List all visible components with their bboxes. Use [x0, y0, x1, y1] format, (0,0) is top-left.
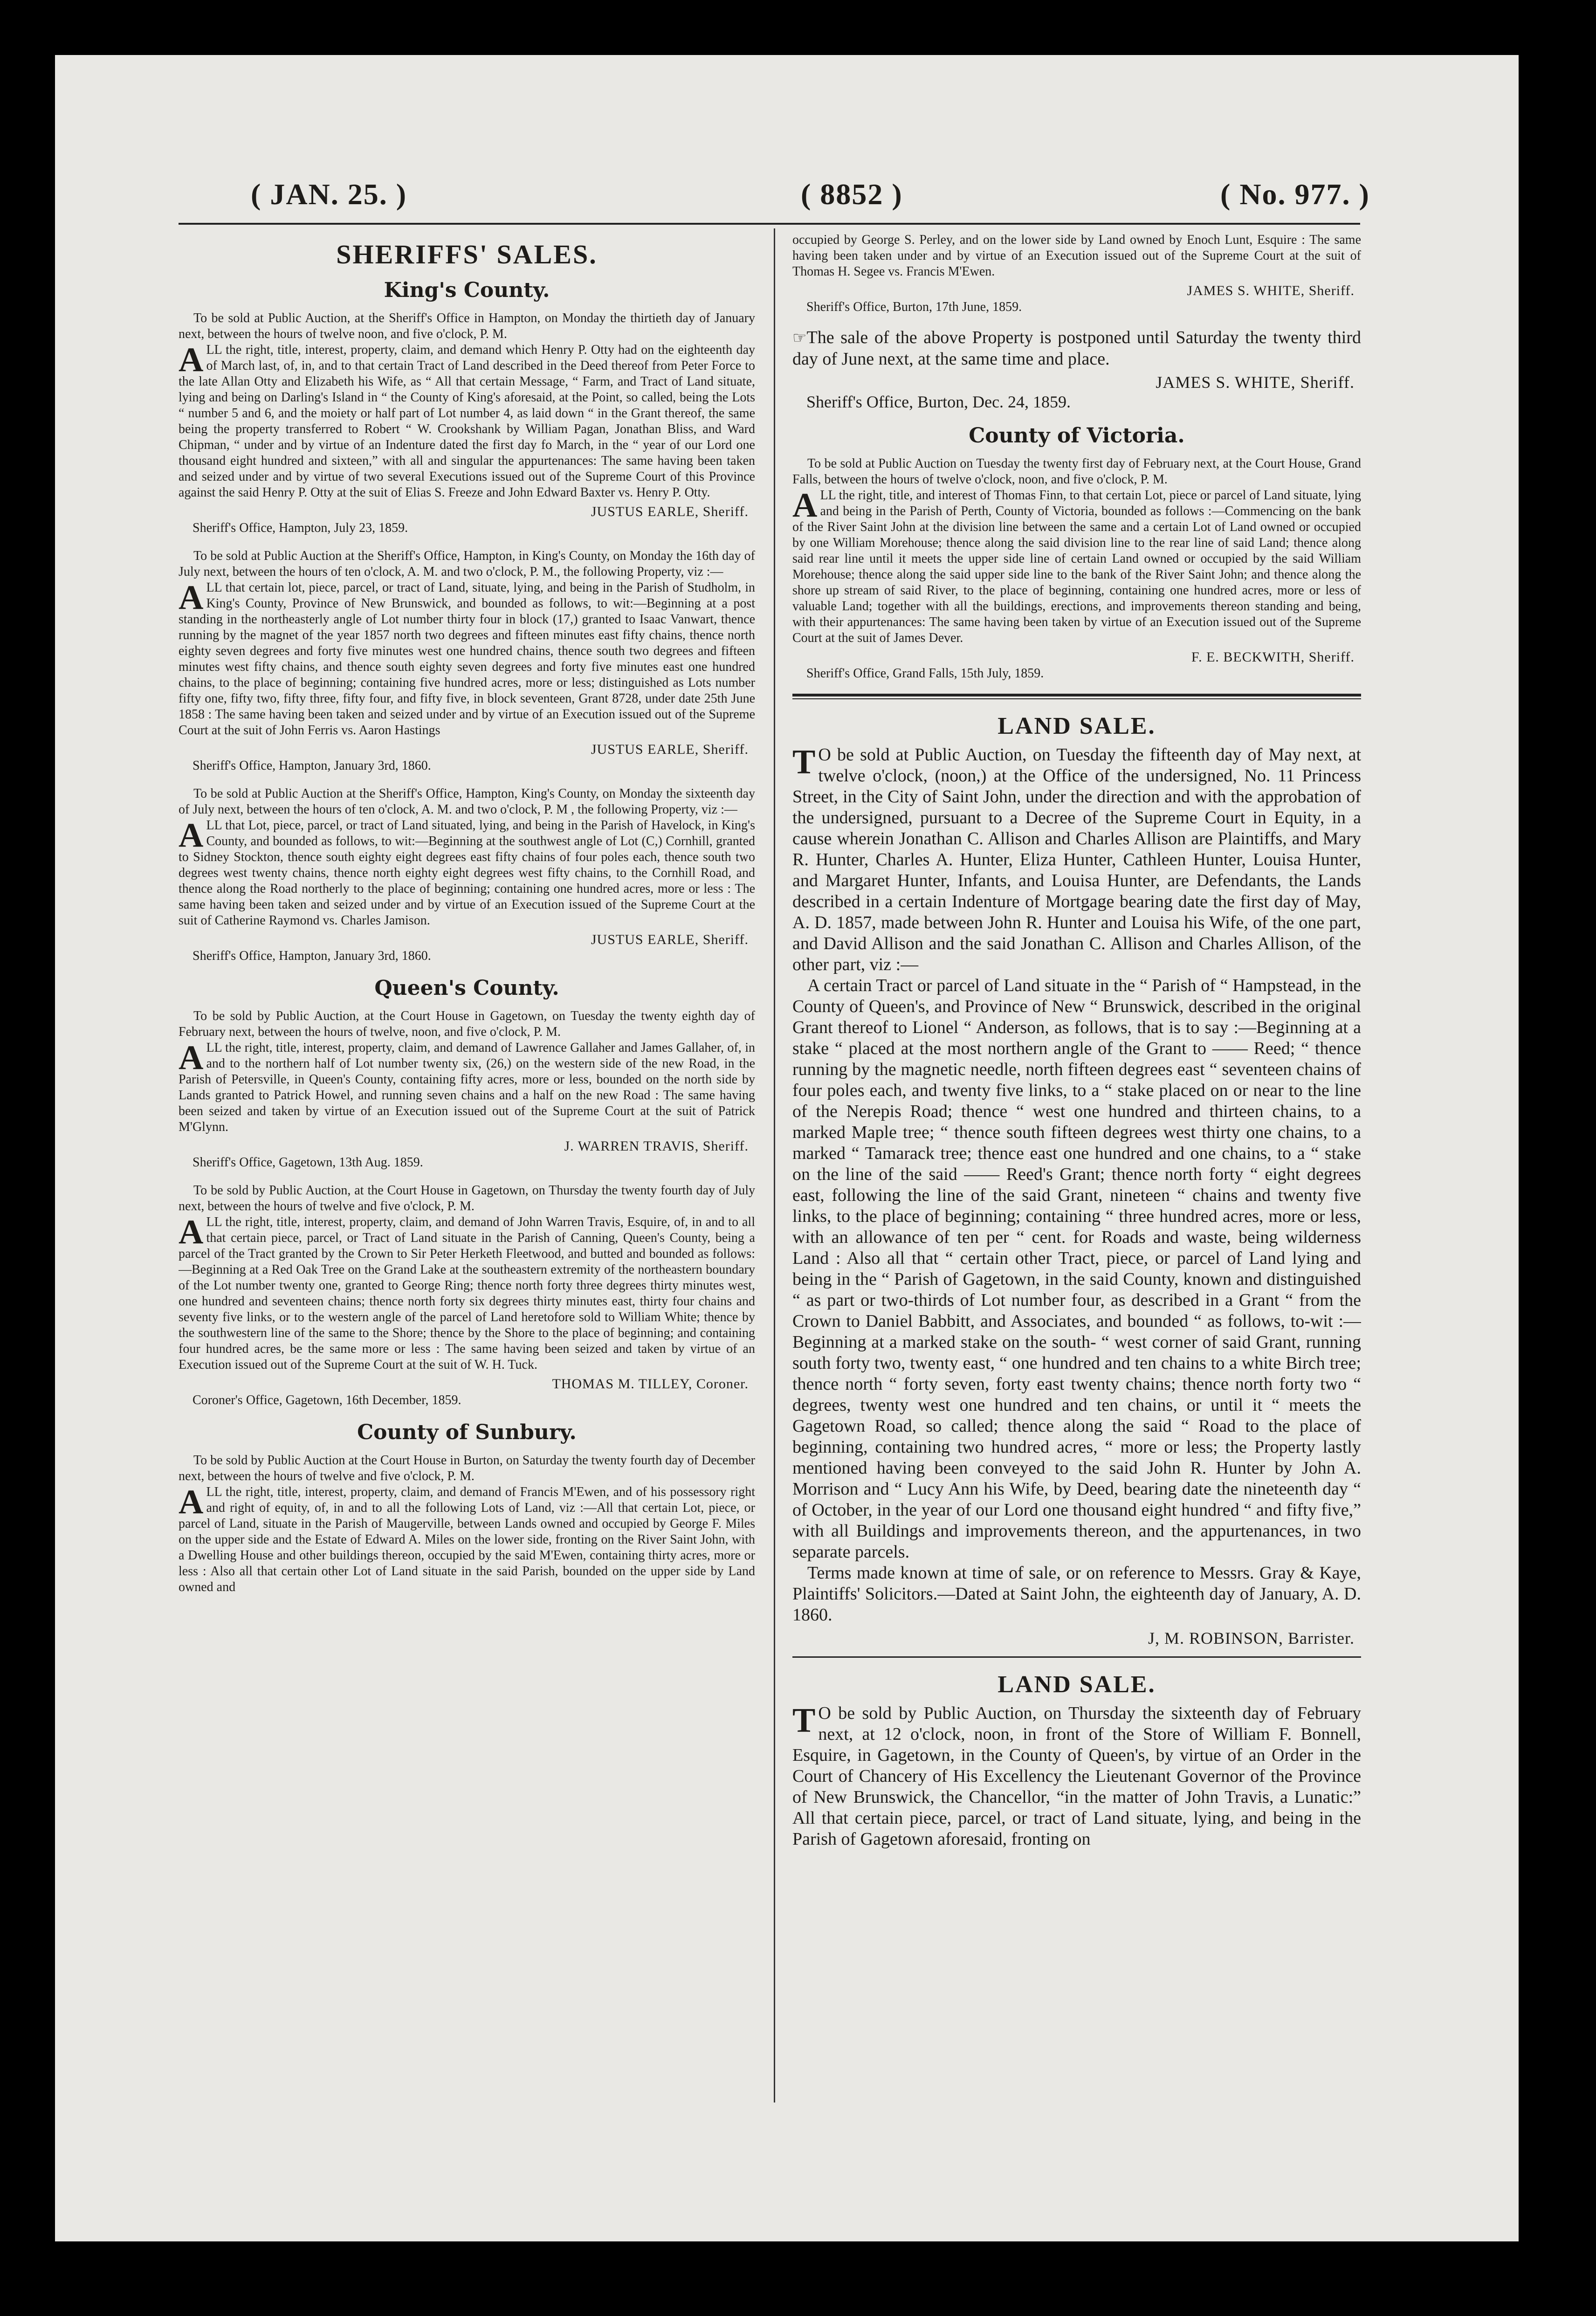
drop-cap: T: [792, 1702, 816, 1740]
drop-cap: A: [179, 1039, 204, 1077]
notice-intro: To be sold at Public Auction at the Sheriff's Office, Hampton, in King's County, on Monday the 16th day of July next, between the hours of ten o'clock, A. M. and two o'clock, P. M., the following Property, viz :—: [179, 549, 755, 579]
notice-text: LL that certain lot, piece, parcel, or tract of Land, situate, lying, and being in the Parish of Studholm, in King's County, Province of New Brunswick, and bounded as follows, to wit:—Beginning at a post standing in the northeasterly angle of Lot number thirty four in block (17,) granted to Isaac Vanwart, thence running by the magnet of the year 1857 north two degrees and fifteen minutes east fifty chains, thence north eighty seven degrees and forty five minutes west one hundred chains, thence south two degrees and fifteen minutes west fifty chains, and thence south eighty seven degrees and forty five minutes east one hundred chains, to the place of beginning; containing five hundred acres, more or less; distinguished as Lots number fifty one, fifty two, fifty three, fifty four, and fifty five, in block seventeen, Grant 8728, under date 25th June 1858 : The same having been taken and seized under and by virtue of an Execution issued out of the Supreme Court at the suit of John Ferris vs. Aaron Hastings: [179, 580, 755, 738]
land-sale-signature: J, M. ROBINSON, Barrister.: [1148, 1629, 1355, 1647]
notice-office: Sheriff's Office, Hampton, July 23, 1859.: [193, 521, 408, 535]
notice-body: [179, 1484, 755, 1595]
drop-cap: A: [179, 1213, 204, 1251]
drop-cap: T: [792, 743, 816, 781]
section-divider: [792, 694, 1361, 699]
notice-office: Sheriff's Office, Burton, 17th June, 1859.: [806, 300, 1022, 314]
left-column: [179, 232, 755, 2097]
notice-text: LL the right, title, interest, property, claim, and demand of John Warren Travis, Esquire, of, in and to all that certain piece, parcel, or Tract of Land situate in the Parish of Canning, Queen's County, being a parcel of the Tract granted by the Crown to Sir Peter Herketh Fleetwood, and butted and bounded as follows:—Beginning at a Red Oak Tree on the Grand Lake at the southeastern extremity of the northeastern boundary of the Lot number twenty one, granted to George Ring; thence north forty three degrees thirty minutes west, one hundred and seventeen chains; thence north forty six degrees thirty minutes east, thirty four chains and seventy five links, or to the western angle of the parcel of Land heretofore sold to William White; thence by the southwestern line of the same to the Shore; thence by the Shore to the place of beginning; and containing four hundred acres, be the same more or less : The same having been seized and taken by virtue of an Execution issued out of the Supreme Court at the suit of W. H. Tuck.: [179, 1215, 755, 1372]
postponement-text: The sale of the above Property is postponed until Saturday the twenty third day of June next, at the same time and place.: [792, 328, 1361, 369]
notice-text: LL the right, title, interest, property, claim, and demand of Lawrence Gallaher and James Gallaher, of, in and to the northern half of Lot number twenty six, (26,) on the western side of the new Road, in the Parish of Petersville, in Queen's County, containing fifty acres, more or less, bounded on the north side by Lands granted to Patrick Howel, and running seven chains and a half on the new Road : The same having been seized and taken by virtue of an Execution issued out of the Supreme Court at the suit of Patrick M'Glynn.: [179, 1041, 755, 1134]
notice-signature: JUSTUS EARLE, Sheriff.: [591, 742, 749, 757]
drop-cap: A: [179, 579, 204, 617]
notice-text: LL the right, title, interest, property, claim, and demand of Francis M'Ewen, and of his possessory right and right of equity, of, in and to all the following Lots of Land, viz :—All that certain Lot, piece, or parcel of Land, situate in the Parish of Maugerville, between Lands owned and occupied by George F. Miles on the upper side and the Estate of Edward A. Miles on the lower side, fronting on the River Saint John, with a Dwelling House and other buildings thereon, occupied by the said M'Ewen, containing thirty acres, more or less : Also all that certain other Lot of Land situate in the said Parish, bounded on the upper side by Land owned and: [179, 1485, 755, 1594]
notice-intro: To be sold at Public Auction on Tuesday the twenty first day of February next, at the Court House, Grand Falls, between the hours of twelve o'clock, noon, and five o'clock, P. M.: [792, 456, 1361, 487]
drop-cap: A: [179, 341, 204, 379]
section-title: SHERIFFS' SALES.: [336, 239, 598, 269]
drop-cap: A: [792, 486, 818, 524]
notice-intro: To be sold at Public Auction at the Sheriff's Office, Hampton, King's County, on Monday the sixteenth day of July next, between the hours of ten o'clock, A. M. and two o'clock, P. M , the following Property, viz :—: [179, 786, 755, 817]
drop-cap: A: [179, 1483, 204, 1521]
notice-office: Sheriff's Office, Hampton, January 3rd, 1860.: [193, 949, 431, 963]
notice-office: Sheriff's Office, Grand Falls, 15th July, 1859.: [806, 666, 1044, 681]
land-sale-title: LAND SALE.: [998, 713, 1156, 739]
notice-text: LL the right, title, and interest of Thomas Finn, to that certain Lot, piece or parcel of Land situate, lying and being in the Parish of Perth, County of Victoria, bounded as follows :—Commencing on the bank of the River Saint John at the division line between the same and a certain Lot of Land owned or occupied by one William Morehouse; thence along the said division line to the rear line of said Land; thence along said rear line until it meets the upper side line of certain Land owned or occupied by the said William Morehouse; thence along the said upper side line to the bank of the River Saint John; and thence along the shore up stream of said River, to the place of beginning, containing one hundred acres, more or less of valuable Land; together with all the buildings, erections, and improvements thereon standing and being, with their appurtenances: The same having been taken by virtue of an Execution issued out of the Supreme Court at the suit of James Dever.: [792, 488, 1361, 645]
notice-text: LL the right, title, interest, property, claim, and demand which Henry P. Otty had on the eighteenth day of March last, of, in, and to that certain Tract of Land described in the Deed thereof from Peter Force to the late Allan Otty and Elizabeth his Wife, as “ All that certain Message, “ Farm, and Tract of Land situate, lying and being on Darling's Island in “ the County of King's aforesaid, at the Point, so called, being the Lots “ number 5 and 6, and the moiety or half part of Lot number 4, as laid down “ in the Grant thereof, the same being the property transferred to Robert “ W. Crookshank by William Pagan, Jonathan Bliss, and Ward Chipman, “ under and by virtue of an Indenture dated the first day fo March, in the “ year of our Lord one thousand eight hundred and sixteen,” with all and singular the appurtenances: The same having been taken and seized under and by virtue of two several Executions issued out of the Supreme Court of this Province against the said Henry P. Otty at the suit of Elias S. Freeze and John Edward Baxter vs. Henry P. Otty.: [179, 343, 755, 500]
notice-signature: F. E. BECKWITH, Sheriff.: [1191, 649, 1355, 665]
land-sale-description: A certain Tract or parcel of Land situate in the “ Parish of “ Hampstead, in the County of Queen's, and Province of New “ Brunswick, described in the original Grant thereof to Lionel “ Anderson, as follows, that is to say :—Beginning at a stake “ placed at the most northern angle of the Grant to —— Reed; “ thence running by the magnetic needle, north fifteen degrees east “ seventeen chains of four poles each, and twenty five links, to a “ stake placed on or near to the line of the Nerepis Road; thence “ west one hundred and thirteen chains, to a marked Maple tree; “ thence south fifteen degrees west thirty one chains, to a marked “ Tamarack tree; thence east one hundred and one chains, to a “ stake on the line of the said —— Reed's Grant; thence north forty “ eight degrees east, following the line of the said Grant, nineteen “ chains and twenty five links, to the place of beginning; containing “ three hundred acres, more or less, with an allowance of ten per “ cent. for Roads and waste, being wilderness Land : Also all that “ certain other Tract, piece, or parcel of Land lying and being in the “ Parish of Gagetown, in the said County, known and distinguished “ as part or two-thirds of Lot number four, as described in a Grant “ from the Crown to Daniel Babbitt, and Associates, and bounded “ as follows, to-wit :—Beginning at a marked stake on the south- “ west corner of said Grant, running south forty two, twenty east, “ one hundred and ten chains to a white Birch tree; thence north “ forty seven, forty east twenty chains; thence north forty two “ degrees, twenty west one hundred and ten chains, or until it “ meets the Gagetown Road, so called; thence along the said “ Road to the place of beginning, containing two hundred acres, “ more or less; the Property lastly mentioned having been conveyed to the said John R. Hunter by John A. Morrison and “ Lucy Ann his Wife, by Deed, bearing date the nineteenth day “ of October, in the year of our Lord one thousand eight hundred “ and fifty five,” with all Buildings and improvements thereon, and the appurtenances, in two separate parcels.: [792, 976, 1361, 1562]
issue-number: ( No. 977. ): [1220, 178, 1370, 211]
land-sale-title: LAND SALE.: [998, 1671, 1156, 1698]
victoria-county-heading: County of Victoria.: [969, 424, 1185, 448]
notice-intro: To be sold by Public Auction at the Court House in Burton, on Saturday the twenty fourth day of December next, between the hours of twelve and five o'clock, P. M.: [179, 1453, 755, 1483]
notice-continuation: occupied by George S. Perley, and on the lower side by Land owned by Enoch Lunt, Esquire : The same having been taken under and by virtue of an Execution issued out of the Supreme Court at the suit of Thomas H. Segee vs. Francis M'Ewen.: [792, 233, 1361, 279]
page-number: ( 8852 ): [801, 178, 903, 211]
notice-body: [792, 488, 1361, 646]
notice-body: [179, 580, 755, 738]
notice-signature: THOMAS M. TILLEY, Coroner.: [552, 1376, 749, 1392]
section-divider: [792, 1656, 1361, 1658]
notice-office: Coroner's Office, Gagetown, 16th December, 1859.: [193, 1393, 461, 1407]
notice-office: Sheriff's Office, Burton, Dec. 24, 1859.: [806, 393, 1071, 411]
notice-intro: To be sold by Public Auction, at the Court House in Gagetown, on Thursday the twenty fourth day of July next, between the hours of twelve and five o'clock, P. M.: [179, 1183, 755, 1213]
land-sale-terms: Terms made known at time of sale, or on reference to Messrs. Gray & Kaye, Plaintiffs' Solicitors.—Dated at Saint John, the eighteenth day of January, A. D. 1860.: [792, 1563, 1361, 1625]
notice-signature: JAMES S. WHITE, Sheriff.: [1156, 373, 1355, 392]
header-rule: [179, 223, 1360, 225]
notice-body: [179, 342, 755, 501]
notice-signature: J. WARREN TRAVIS, Sheriff.: [564, 1138, 749, 1154]
notice-signature: JAMES S. WHITE, Sheriff.: [1187, 283, 1355, 298]
column-divider: [774, 228, 775, 2102]
right-column: [792, 232, 1361, 2097]
notice-body: [179, 1214, 755, 1373]
notice-intro: To be sold by Public Auction, at the Court House in Gagetown, on Tuesday the twenty eighth day of February next, between the hours of twelve, noon, and five o'clock, P. M.: [179, 1009, 755, 1039]
kings-county-heading: King's County.: [384, 278, 550, 302]
notice-body: [179, 1040, 755, 1135]
sunbury-county-heading: County of Sunbury.: [357, 1420, 577, 1444]
notice-signature: JUSTUS EARLE, Sheriff.: [591, 932, 749, 947]
land-sale-body: [792, 744, 1361, 975]
notice-text: LL that Lot, piece, parcel, or tract of Land situated, lying, and being in the Parish of Havelock, in King's County, and bounded as follows, to wit:—Beginning at the southwest angle of Lot (C,) Cornhill, granted to Sidney Stockton, thence south eighty eight degrees east fifty chains of four poles each, thence south two degrees west twenty chains, thence north eighty eight degrees west fifty chains, to the Cornhill Road, and thence along the Road northerly to the place of beginning; containing one hundred acres, more or less : The same having been taken and seized under and by virtue of an Execution issued of the Supreme Court at the suit of Catherine Raymond vs. Charles Jamison.: [179, 818, 755, 928]
notice-body: [179, 818, 755, 929]
drop-cap: A: [179, 816, 204, 855]
notice-office: Sheriff's Office, Hampton, January 3rd, 1860.: [193, 758, 431, 773]
queens-county-heading: Queen's County.: [374, 976, 559, 1000]
pointing-hand-icon: ☞: [792, 330, 807, 347]
postponement-notice: [792, 327, 1361, 370]
land-sale-text: O be sold at Public Auction, on Tuesday the fifteenth day of May next, at twelve o'clock, (noon,) at the Office of the undersigned, No. 11 Princess Street, in the City of Saint John, under the direction and with the approbation of the undersigned, pursuant to a Decree of the Supreme Court in Equity, in a cause wherein Jonathan C. Allison and Charles Allison are Plaintiffs, and Mary R. Hunter, Charles A. Hunter, Eliza Hunter, Cathleen Hunter, Louisa Hunter, and Margaret Hunter, Infants, and Louisa Hunter, are Defendants, the Lands described in a certain Indenture of Mortgage bearing date the first day of May, A. D. 1857, made between John R. Hunter and Louisa his Wife, of the one part, and David Allison and the said Jonathan C. Allison and Charles Allison, of the other part, viz :—: [792, 745, 1361, 974]
notice-signature: JUSTUS EARLE, Sheriff.: [591, 504, 749, 519]
land-sale-text: O be sold by Public Auction, on Thursday the sixteenth day of February next, at 12 o'clock, noon, in front of the Store of William F. Bonnell, Esquire, in Gagetown, in the County of Queen's, by virtue of an Order in the Court of Chancery of His Excellency the Lieutenant Governor of the Province of New Brunswick, the Chancellor, “in the matter of John Travis, a Lunatic:” All that certain piece, parcel, or tract of Land situate, lying, and being in the Parish of Gagetown aforesaid, fronting on: [792, 1703, 1361, 1849]
notice-office: Sheriff's Office, Gagetown, 13th Aug. 1859.: [193, 1155, 423, 1170]
land-sale-body: [792, 1703, 1361, 1850]
issue-date: ( JAN. 25. ): [251, 178, 407, 211]
notice-intro: To be sold at Public Auction, at the Sheriff's Office in Hampton, on Monday the thirtieth day of January next, between the hours of twelve noon, and five o'clock, P. M.: [179, 311, 755, 341]
